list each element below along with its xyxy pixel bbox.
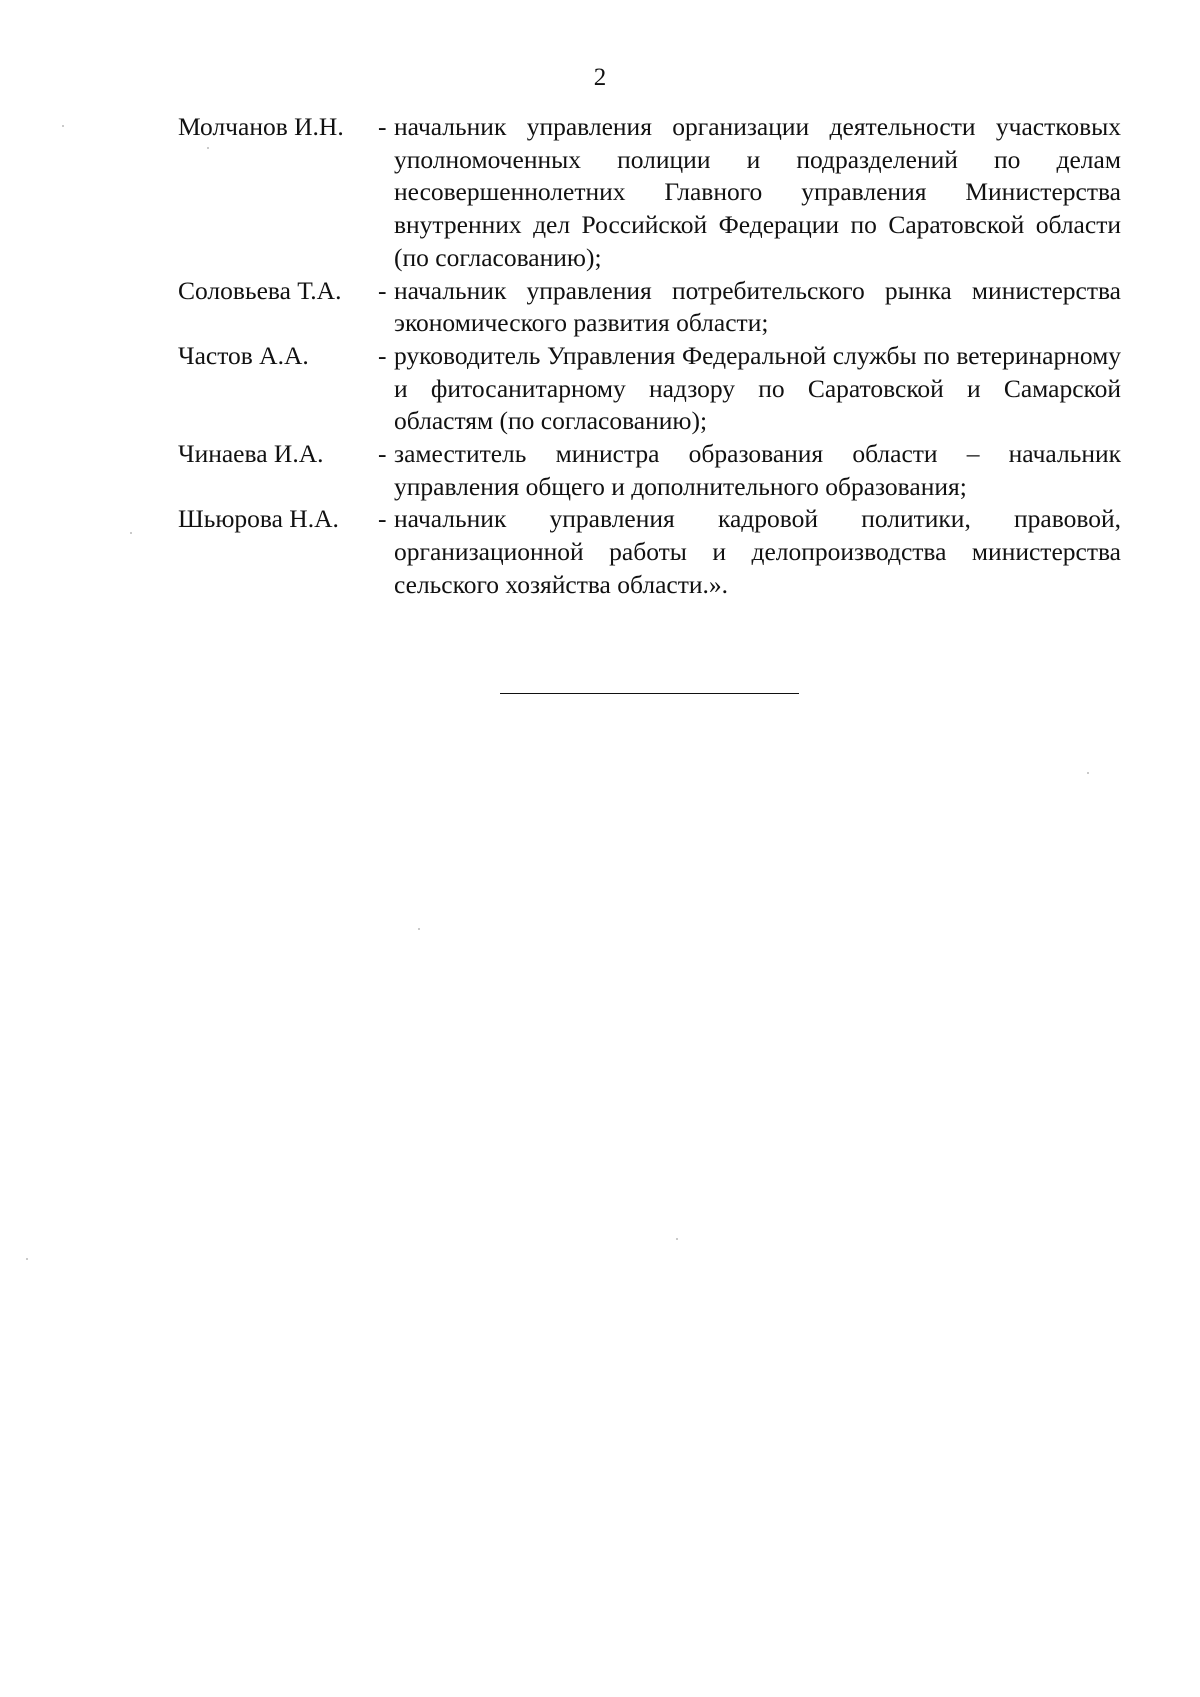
scan-speck — [1087, 772, 1089, 774]
scan-speck — [676, 1238, 678, 1240]
person-position: руководитель Управления Федеральной службы по ветеринарному и фитосанитарному надзору по Саратовской и Самарской областям (по согласованию); — [394, 340, 1121, 436]
dash-separator: - — [378, 504, 387, 534]
closing-rule — [500, 693, 799, 694]
dash-separator: - — [378, 275, 387, 305]
person-position: начальник управления организации деятельности участковых уполномоченных полиции и подразделений по делам несовершеннолетних Главного управления Министерства внутренних дел Российской Федерации по Саратовской области (по согласованию); — [394, 112, 1121, 272]
person-position: заместитель министра образования области – начальник управления общего и дополнительного образования; — [394, 439, 1121, 501]
person-name: Шьюрова Н.А. — [178, 504, 339, 534]
person-name: Чинаева И.А. — [178, 439, 324, 469]
scan-speck — [26, 1258, 28, 1260]
person-position: начальник управления потребительского рынка министерства экономического развития области; — [394, 275, 1121, 338]
page-number: 2 — [593, 64, 607, 91]
dash-separator: - — [378, 112, 387, 141]
personnel-list — [178, 111, 1121, 602]
list-item — [178, 275, 1121, 340]
person-position: начальник управления кадровой политики, правовой, организационной работы и делопроизводства министерства сельского хозяйства области.». — [394, 504, 1121, 599]
dash-separator: - — [378, 439, 387, 469]
person-name: Молчанов И.Н. — [178, 112, 344, 141]
scan-speck — [207, 147, 209, 149]
list-item — [178, 340, 1121, 438]
scan-speck — [418, 928, 420, 930]
scan-speck — [62, 125, 64, 127]
scan-speck — [130, 532, 132, 534]
person-name: Частов А.А. — [178, 340, 309, 370]
list-item — [178, 438, 1121, 503]
list-item — [178, 111, 1121, 275]
person-name: Соловьева Т.А. — [178, 275, 342, 305]
dash-separator: - — [378, 340, 387, 370]
list-item — [178, 503, 1121, 601]
